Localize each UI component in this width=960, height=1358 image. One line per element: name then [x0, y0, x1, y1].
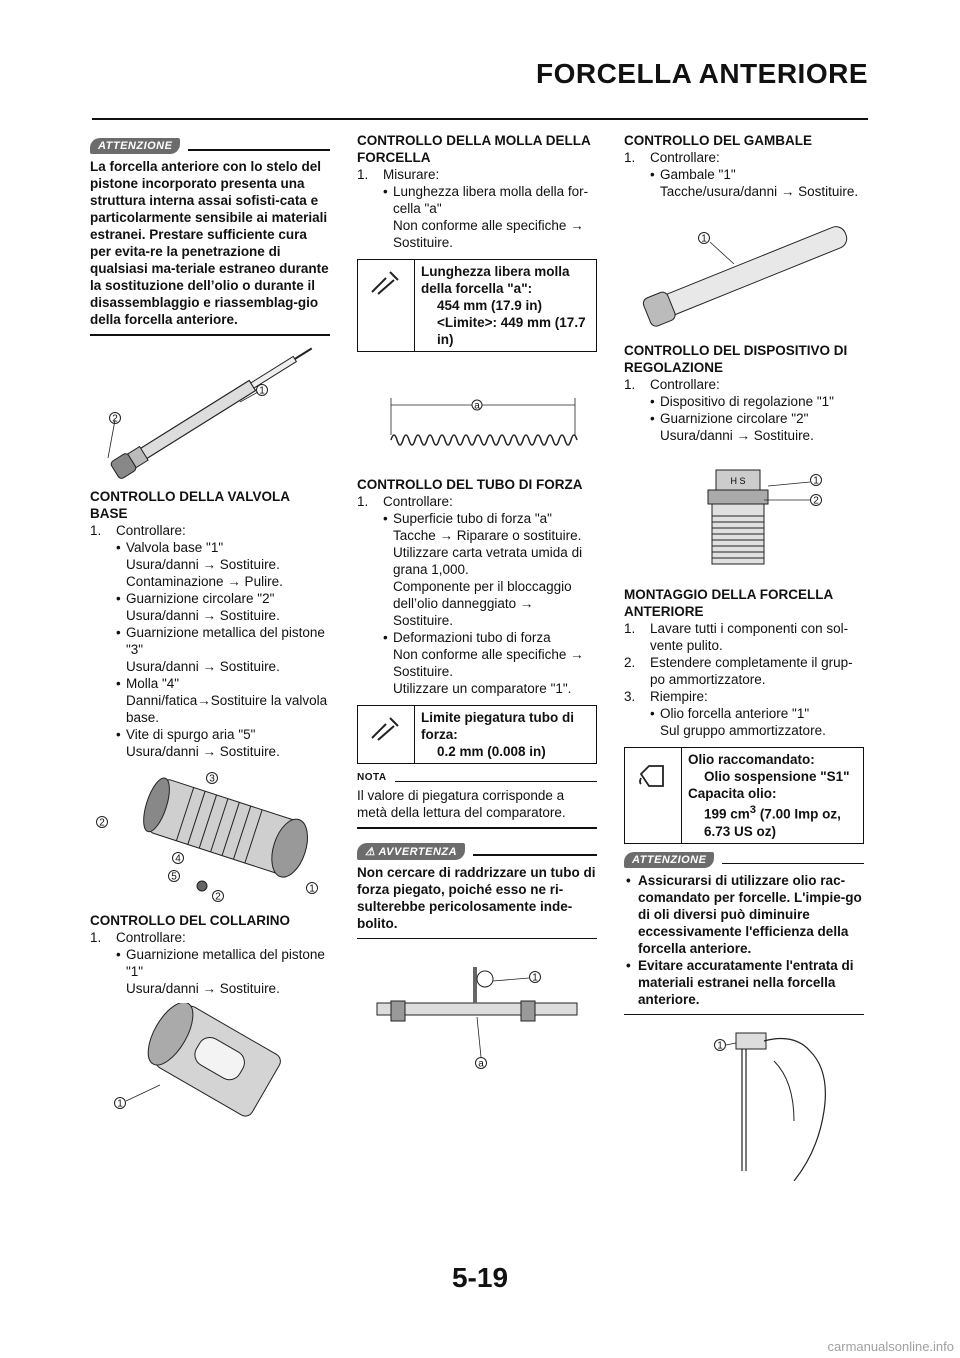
callout-1: 1: [309, 883, 315, 894]
list-item: • Superficie tubo di forza "a": [357, 510, 597, 527]
adjuster-figure: [624, 450, 864, 580]
callout-2: 2: [99, 817, 105, 828]
list-item: • Gambale "1": [624, 166, 864, 183]
adjuster-step: 1. Controllare:: [624, 377, 720, 392]
callout-2b: 2: [215, 891, 221, 902]
attention-text: La forcella anteriore con lo stelo del pistone incorporato presenta una struttura interna assai sofisti-cata e particolarmente sensibile ai materiali estranei. Prestare sufficiente cura per evita-re la penetrazione di qualsiasi ma-teriale estraneo durante la sostituzione dell’olio o durante il disassemblaggio e riassemblag-gio della forcella anteriore.: [90, 159, 329, 327]
column-1: ATTENZIONE La forcella anteriore con lo stelo del pistone incorporato presenta una struttura interna assai sofisti-cata e particolarmente sensibile ai materiali estranei. Prestare sufficiente cura per evita-re la penetrazione di qualsiasi ma-teriale estraneo durante la sostituzione dell’olio o durante il disassemblaggio e riassemblag-gio della forcella anteriore. 2 1 CONTROLLO DELLA VALVOLA BASE 1. Controllare: • Valvola base "1" Usura/danni → Sostituire. Contaminazione → Pulire. • Guarnizione circolare "2" Usura/danni → Sostituire. • Guarnizione metallica del pistone "3" Usura/danni → Sostituire. • Molla "4" Danni/fatica→Sostituire la valvola base. • Vite di spurgo aria "5" Usura/danni → Sostituire. 2 3 4 5 2 1 CONTROLLO DEL COLLARINO 1. Controllare: • Guarnizione metallica del pistone "1" Usura/danni → Sostituire. 1: [90, 132, 330, 1139]
list-item: • Olio forcella anteriore "1": [624, 705, 864, 722]
callout-1: 1: [532, 972, 538, 984]
tube-spec-box: Limite piegatura tubo di forza: 0.2 mm (0.008 in): [357, 705, 597, 764]
attention-badge: ATTENZIONE: [624, 852, 714, 868]
warning-header: [357, 843, 597, 860]
callout-a: a: [474, 400, 480, 412]
spring-spec-title: Lunghezza libera molla della forcella "a":: [421, 264, 570, 296]
callout-2: 2: [112, 413, 118, 424]
attention-header: [90, 138, 330, 154]
tube-title: CONTROLLO DEL TUBO DI FORZA: [357, 477, 583, 492]
list-item: • Guarnizione metallica del pistone "3": [90, 624, 330, 658]
callout-5: 5: [171, 871, 177, 882]
list-item: • Deformazioni tubo di forza: [357, 629, 597, 646]
tube-step: 1. Controllare:: [357, 494, 453, 509]
attention-list: [624, 872, 864, 1008]
outer-tube-title: CONTROLLO DEL GAMBALE: [624, 133, 812, 148]
base-valve-step: 1. Controllare:: [90, 522, 186, 538]
list-item: • Guarnizione circolare "2": [90, 590, 330, 607]
list-item: • Molla "4": [90, 675, 330, 692]
callout-a: a: [478, 1058, 484, 1070]
header-rule: [92, 118, 868, 120]
callout-4: 4: [175, 853, 181, 864]
list-item: • Lunghezza libera molla della for-cella "a": [357, 183, 597, 217]
dial-gauge-figure: [357, 945, 597, 1085]
outer-step: 1. Controllare:: [624, 150, 720, 165]
base-valve-title: CONTROLLO DELLA VALVOLA BASE: [90, 488, 290, 521]
spring-spec-box: Lunghezza libera molla della forcella "a": 454 mm (17.9 in) <Limite>: 449 mm (17.7 in): [357, 259, 597, 352]
nota-text: Il valore di piegatura corrisponde a metà della lettura del comparatore.: [357, 788, 566, 820]
list-item: • Evitare accuratamente l'entrata di materiali estranei nella forcella anteriore.: [626, 957, 854, 1007]
attention-badge: ATTENZIONE: [90, 138, 180, 154]
nota-header: [357, 772, 597, 783]
outer-tube-figure: [624, 206, 864, 336]
spring-title: CONTROLLO DELLA MOLLA DELLA FORCELLA: [357, 133, 591, 165]
caliper-icon: [368, 714, 404, 744]
column-3: CONTROLLO DEL GAMBALE 1. Controllare: • Gambale "1" Tacche/usura/danni → Sostituire. 1 CONTROLLO DEL DISPOSITIVO DI REGOLAZIONE 1. Controllare: • Dispositivo di regolazione "1" • Guarnizione circolare "2" Usura/danni → Sostituire. H S 1 2 MONTAGGIO DELLA FORCELLA ANTERIORE 1. Lavare tutti i componenti con sol-vente pulito. 2. Estendere completamente il grup-po ammortizzatore. 3. Riempire: • Olio forcella anteriore "1" Sul gruppo ammortizzatore. Olio raccomandato: Olio sospensione "S1" Capacita olio: 199 $cm^3$ (7.00 Imp oz, 6.73 US oz) ATTENZIONE • Assicurarsi di utilizzare olio rac-comandato per forcelle. L'impie-go di oli diversi può diminuire eccessivamente l'efficienza della forcella anteriore. • Evitare accuratamente l'entrata di materiali estranei nella forcella anteriore. 1: [624, 132, 864, 1187]
oil-fill-figure: [624, 1021, 864, 1181]
spring-step: 1. Misurare:: [357, 167, 440, 182]
list-item: • Vite di spurgo aria "5": [90, 726, 330, 743]
collar-figure: [90, 1003, 330, 1133]
callout-2: 2: [813, 495, 819, 507]
list-item: • Valvola base "1": [90, 539, 330, 556]
collar-title: CONTROLLO DEL COLLARINO: [90, 912, 290, 928]
column-2: CONTROLLO DELLA MOLLA DELLA FORCELLA 1. Misurare: • Lunghezza libera molla della for-cella "a" Non conforme alle specifiche → Sostituire. Lunghezza libera molla della forcella "a": 454 mm (17.9 in) <Limite>: 449 mm (17.7 in) a CONTROLLO DEL TUBO DI FORZA 1. Controllare: • Superficie tubo di forza "a" Tacche → Riparare o sostituire. Utilizzare carta vetrata umida di grana 1,000. Componente per il bloccaggio dell’olio danneggiato → Sostituire. • Deformazioni tubo di forza Non conforme alle specifiche → Sostituire. Utilizzare un comparatore "1". Limite piegatura tubo di forza: 0.2 mm (0.008 in) NOTA Il valore di piegatura corrisponde a metà della lettura del comparatore. ⚠ AVVERTENZA Non cercare di raddrizzare un tubo di forza piegato, poiché esso ne ri-sulterebbe pericolosamente inde-bolito. 1 a: [357, 132, 597, 1091]
list-item: • Guarnizione metallica del pistone "1": [90, 946, 330, 980]
callout-1: 1: [717, 1040, 723, 1052]
assembly-step: 1. Lavare tutti i componenti con sol-vente pulito.: [624, 621, 849, 653]
oil-spec-title: Olio raccomandato:: [688, 752, 815, 767]
damper-rod-figure: [90, 342, 330, 482]
caliper-icon: [368, 268, 404, 298]
warning-text: Non cercare di raddrizzare un tubo di forza piegato, poiché esso ne ri-sulterebbe pericolosamente inde-bolito.: [357, 864, 596, 931]
oil-capacity-title: Capacita olio:: [688, 786, 777, 801]
list-item: • Guarnizione circolare "2": [624, 410, 864, 427]
callout-1: 1: [813, 475, 819, 487]
oil-can-icon: [635, 756, 671, 790]
assembly-title: MONTAGGIO DELLA FORCELLA ANTERIORE: [624, 587, 833, 619]
assembly-step: 3. Riempire:: [624, 689, 708, 704]
watermark: carmanualsonline.info: [827, 1339, 954, 1354]
callout-1: 1: [117, 1098, 123, 1109]
attention-rule: [90, 334, 330, 336]
page-number: 5-19: [451, 1262, 509, 1293]
callout-1: 1: [701, 233, 707, 245]
nota-label: NOTA: [357, 772, 387, 783]
assembly-step: 2. Estendere completamente il grup-po ammortizzatore.: [624, 655, 853, 687]
attention-header-2: [624, 852, 864, 868]
tube-spec-title: Limite piegatura tubo di forza:: [421, 710, 575, 742]
page-title: FORCELLA ANTERIORE: [535, 58, 868, 89]
oil-spec-box: Olio raccomandato: Olio sospensione "S1" Capacita olio: 199 $cm^3$ (7.00 Imp oz, 6.73 US oz): [624, 747, 864, 844]
list-item: • Dispositivo di regolazione "1": [624, 393, 864, 410]
callout-3: 3: [209, 773, 215, 784]
base-valve-list: • Valvola base "1" Usura/danni → Sostituire. Contaminazione → Pulire. • Guarnizione circolare "2" Usura/danni → Sostituire. • Guarnizione metallica del pistone "3" Usura/danni → Sostituire. • Molla "4" Danni/fatica→Sostituire la valvola base. • Vite di spurgo aria "5" Usura/danni → Sostituire.: [90, 539, 330, 760]
spring-figure: [357, 360, 597, 470]
collar-step: 1. Controllare:: [90, 929, 186, 945]
adjuster-hs-label: H S: [730, 476, 746, 486]
list-item: • Assicurarsi di utilizzare olio rac-comandato per forcelle. L'impie-go di oli diversi può diminuire eccessivamente l'efficienza della forcella anteriore.: [626, 872, 862, 956]
adjuster-title: CONTROLLO DEL DISPOSITIVO DI REGOLAZIONE: [624, 343, 848, 375]
callout-1: 1: [259, 385, 265, 396]
base-valve-figure: [90, 766, 330, 906]
oil-capacity-value: 199 $cm^3$ (7.00 Imp oz, 6.73 US oz): [704, 804, 841, 839]
warning-badge: ⚠ AVVERTENZA: [357, 843, 465, 860]
